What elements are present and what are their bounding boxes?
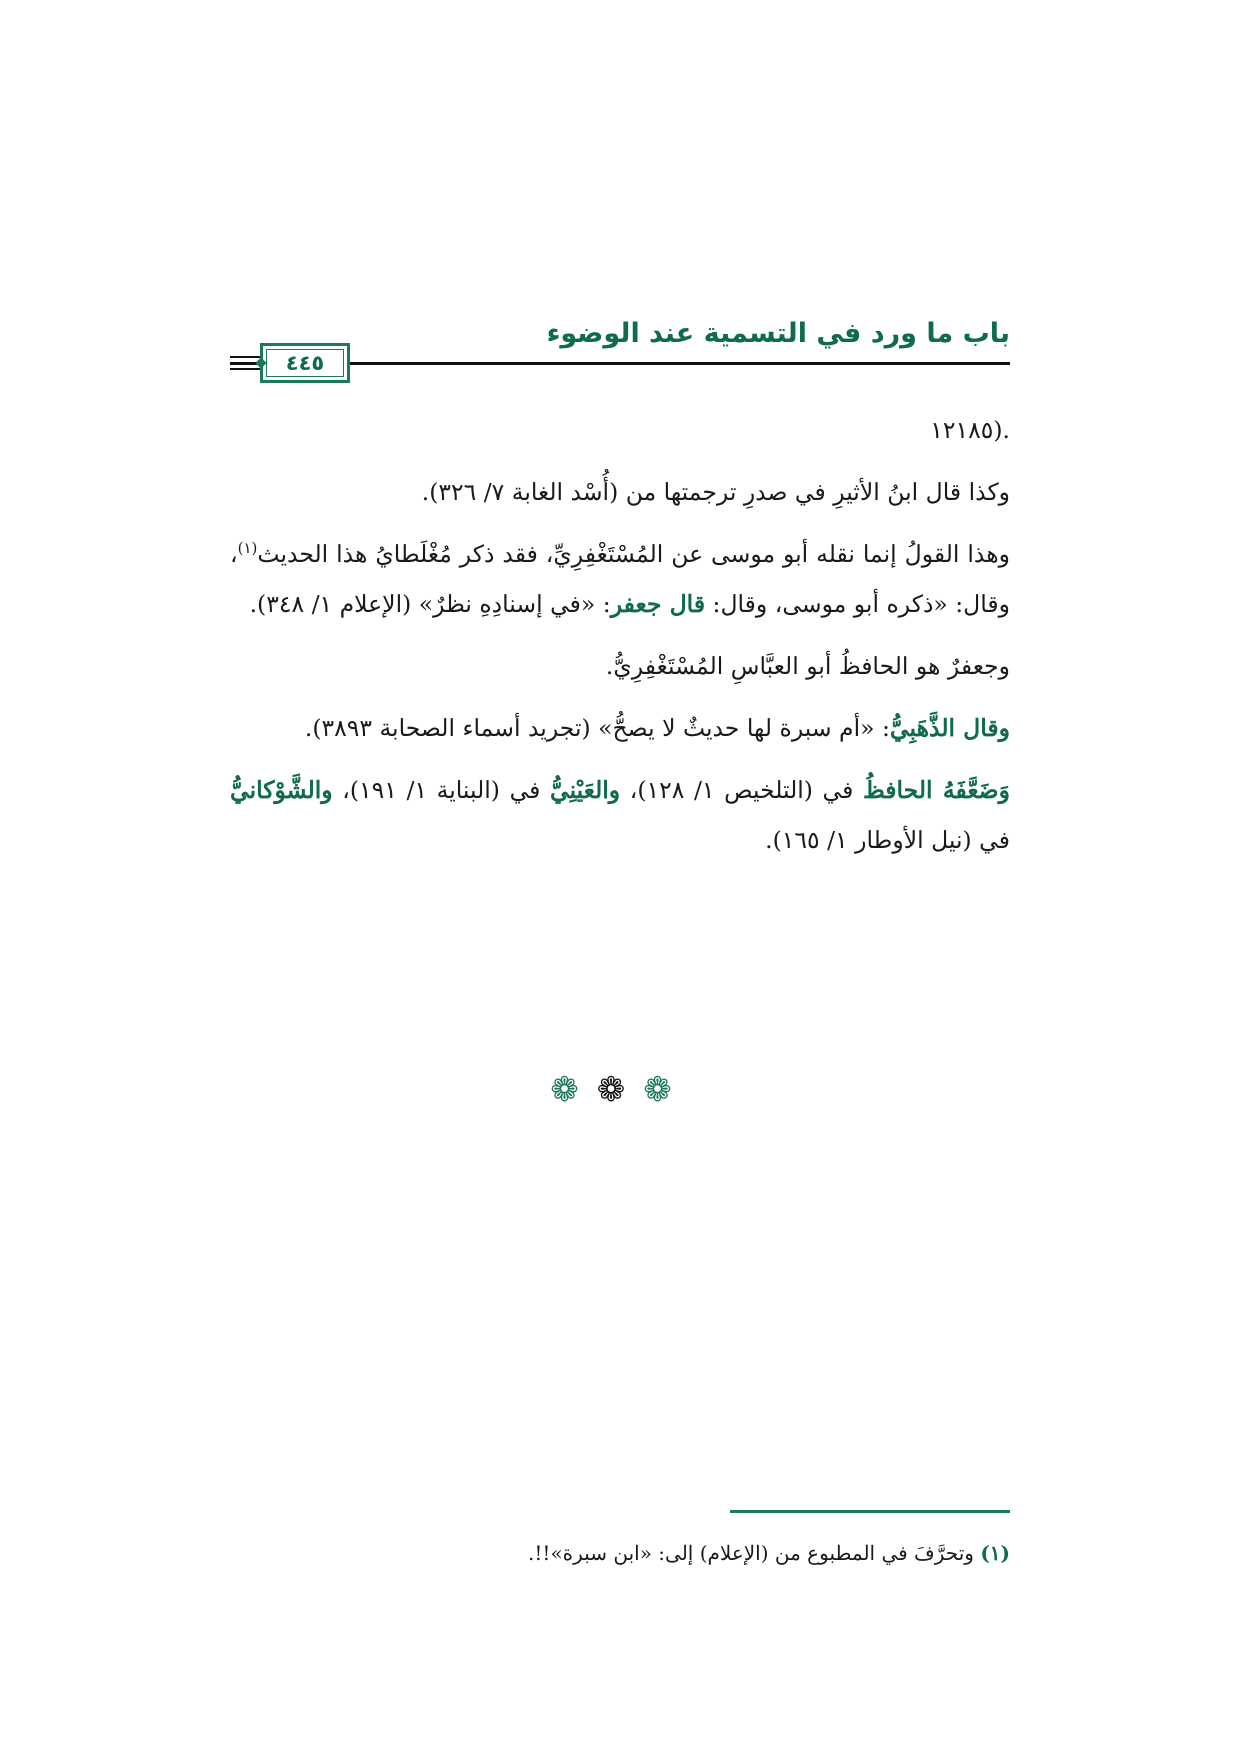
footnote <box>230 1535 1010 1571</box>
header-rule-left-bottom <box>230 368 260 370</box>
paragraph <box>230 529 1010 629</box>
paragraph-text: ، وقال: «ذكره أبو موسى، وقال: <box>230 540 1010 618</box>
highlighted-name: وَضَعَّفَهُ الحافظُ <box>862 776 1010 804</box>
footnote-separator <box>730 1510 1010 1513</box>
paragraph-text: في (البناية ١/ ١٩١)، <box>332 776 550 804</box>
footnote-text: وتحرَّفَ في المطبوع من (الإعلام) إلى: «ابن سبرة»!!. <box>528 1541 981 1565</box>
paragraph <box>230 467 1010 517</box>
paragraph-text: في (التلخيص ١/ ١٢٨)، <box>620 776 863 804</box>
paragraph <box>230 641 1010 691</box>
page-header <box>230 300 1010 390</box>
paragraph <box>230 703 1010 753</box>
highlighted-name: وقال الذَّهَبِيُّ <box>889 714 1010 742</box>
page-number: ٤٤٥ <box>285 351 325 375</box>
section-end-ornaments <box>0 1070 1240 1110</box>
paragraph <box>230 405 1010 455</box>
paragraph-text: وهذا القولُ إنما نقله أبو موسى عن المُسْتَغْفِرِيِّ، فقد ذكر مُغْلَطايُ هذا الحديث <box>257 540 1010 568</box>
flower-ornament-icon: ❁ <box>550 1070 597 1110</box>
highlighted-name: والعَيْنِيُّ <box>550 776 621 804</box>
chapter-title: باب ما ورد في التسمية عند الوضوء <box>546 318 1010 349</box>
paragraph-text: وكذا قال ابنُ الأثيرِ في صدرِ ترجمتها من (أُسْد الغابة ٧/ ٣٢٦). <box>421 478 1010 506</box>
page-number-badge <box>260 343 350 383</box>
main-text <box>230 405 1010 877</box>
paragraph-text: في (نيل الأوطار ١/ ١٦٥). <box>765 826 1010 854</box>
paragraph <box>230 765 1010 865</box>
paragraph-text: : «أم سبرة لها حديثٌ لا يصحُّ» (تجريد أسماء الصحابة ٣٨٩٣). <box>304 714 890 742</box>
flower-ornament-icon: ❁ <box>643 1070 690 1110</box>
header-rule-left-top <box>230 356 260 358</box>
highlighted-name: قال جعفر <box>610 590 706 618</box>
flower-ornament-icon: ❁ <box>596 1070 644 1110</box>
highlighted-name: والشَّوْكانيُّ <box>230 776 333 804</box>
footnote-reference[interactable]: (١) <box>237 539 258 558</box>
footnote-number: (١) <box>980 1541 1010 1565</box>
paragraph-text: : «في إسنادِهِ نظرٌ» (الإعلام ١/ ٣٤٨). <box>249 590 611 618</box>
paragraph-text: .(١٢١٨٥ <box>930 416 1010 444</box>
paragraph-text: وجعفرٌ هو الحافظُ أبو العبَّاسِ المُسْتَغْفِرِيُّ. <box>605 652 1010 680</box>
